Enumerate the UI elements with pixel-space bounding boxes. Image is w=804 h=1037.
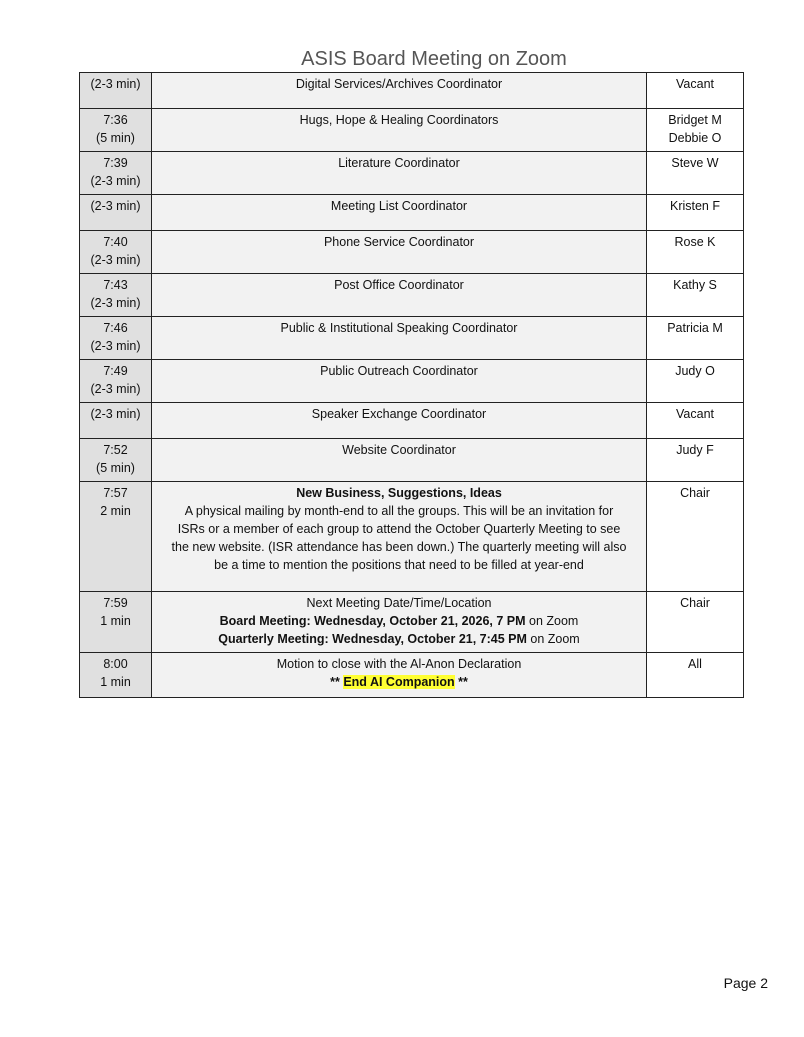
item-cell — [152, 274, 647, 317]
time-cell — [80, 152, 152, 195]
next-meeting-cell — [152, 592, 647, 653]
table-row — [80, 274, 744, 317]
agenda-table — [79, 72, 744, 698]
item-label: Public Outreach Coordinator — [320, 364, 478, 378]
time-value: 7:49 — [103, 364, 128, 378]
who-name: Bridget M — [668, 113, 722, 127]
item-label: Post Office Coordinator — [334, 278, 464, 292]
time-value: 7:36 — [103, 113, 128, 127]
table-row-new-business — [80, 482, 744, 592]
who-name: Chair — [680, 486, 710, 500]
item-label: Digital Services/Archives Coordinator — [295, 77, 503, 91]
duration-value: (5 min) — [96, 131, 135, 145]
time-value: 7:40 — [103, 235, 128, 249]
marker-left: ** — [330, 675, 344, 689]
who-cell — [647, 109, 744, 152]
who-cell — [647, 317, 744, 360]
table-row — [80, 152, 744, 195]
time-cell — [80, 317, 152, 360]
who-cell — [647, 231, 744, 274]
time-value: 8:00 — [103, 657, 128, 671]
duration-value: (2-3 min) — [90, 174, 141, 188]
time-cell — [80, 439, 152, 482]
table-row — [80, 231, 744, 274]
item-label: Meeting List Coordinator — [330, 199, 468, 213]
new-business-line: the new website. (ISR attendance has been down.) The quarterly meeting will also — [171, 540, 627, 554]
duration-value: (2-3 min) — [90, 253, 141, 267]
board-meeting-datetime: Board Meeting: Wednesday, October 21, 2026, 7 PM — [219, 614, 526, 628]
time-cell — [80, 195, 152, 231]
who-cell — [647, 73, 744, 109]
time-value: 7:59 — [103, 596, 128, 610]
who-name: Rose K — [674, 235, 716, 249]
board-meeting-location: on Zoom — [525, 614, 579, 628]
who-cell — [647, 152, 744, 195]
quarterly-meeting-datetime: Quarterly Meeting: Wednesday, October 21, 7:45 PM — [218, 632, 527, 646]
who-name: Debbie O — [668, 131, 722, 145]
item-label: Hugs, Hope & Healing Coordinators — [299, 113, 499, 127]
marker-right: ** — [454, 675, 468, 689]
who-name: Kathy S — [673, 278, 717, 292]
time-value: 7:57 — [103, 486, 128, 500]
time-cell — [80, 109, 152, 152]
time-cell — [80, 231, 152, 274]
duration-value: 1 min — [100, 614, 131, 628]
table-row — [80, 360, 744, 403]
table-row-close — [80, 653, 744, 698]
highlighted-text: End AI Companion — [343, 675, 455, 689]
who-cell — [647, 195, 744, 231]
table-row — [80, 439, 744, 482]
item-cell — [152, 152, 647, 195]
who-name: Chair — [680, 596, 710, 610]
duration-value: (5 min) — [96, 461, 135, 475]
new-business-line: ISRs or a member of each group to attend the October Quarterly Meeting to see — [177, 522, 621, 536]
new-business-heading: New Business, Suggestions, Ideas — [296, 486, 502, 500]
item-cell — [152, 403, 647, 439]
next-meeting-heading: Next Meeting Date/Time/Location — [306, 596, 492, 610]
duration-value: 2 min — [100, 504, 131, 518]
time-cell — [80, 482, 152, 592]
duration-value: (2-3 min) — [90, 382, 141, 396]
duration-value: (2-3 min) — [90, 339, 141, 353]
who-cell — [647, 592, 744, 653]
table-row — [80, 195, 744, 231]
table-row — [80, 73, 744, 109]
item-label: Public & Institutional Speaking Coordinator — [280, 321, 518, 335]
new-business-cell — [152, 482, 647, 592]
page-number: Page 2 — [723, 975, 768, 991]
time-value: 7:52 — [103, 443, 128, 457]
time-cell — [80, 73, 152, 109]
time-cell — [80, 360, 152, 403]
time-value: 7:43 — [103, 278, 128, 292]
page-title: ASIS Board Meeting on Zoom — [301, 48, 567, 70]
close-text: Motion to close with the Al-Anon Declaration — [276, 657, 522, 671]
time-value: 7:46 — [103, 321, 128, 335]
new-business-line: A physical mailing by month-end to all the groups. This will be an invitation for — [184, 504, 614, 518]
who-cell — [647, 403, 744, 439]
table-row — [80, 109, 744, 152]
item-label: Literature Coordinator — [338, 156, 460, 170]
who-name: Judy F — [676, 443, 714, 457]
who-name: Kristen F — [669, 199, 720, 213]
who-name: Vacant — [676, 77, 714, 91]
agenda-body — [80, 73, 744, 698]
item-cell — [152, 317, 647, 360]
quarterly-meeting-line — [156, 630, 642, 648]
who-cell — [647, 274, 744, 317]
item-label: Website Coordinator — [342, 443, 456, 457]
close-cell — [152, 653, 647, 698]
companion-line — [156, 673, 642, 691]
time-cell — [80, 274, 152, 317]
table-row-next-meeting — [80, 592, 744, 653]
duration-value: 1 min — [100, 675, 131, 689]
duration-value: (2-3 min) — [90, 407, 141, 421]
item-cell — [152, 231, 647, 274]
board-meeting-line — [156, 612, 642, 630]
table-row — [80, 403, 744, 439]
who-name: Vacant — [676, 407, 714, 421]
time-cell — [80, 653, 152, 698]
who-name: Steve W — [671, 156, 719, 170]
item-cell — [152, 109, 647, 152]
who-name: Judy O — [675, 364, 715, 378]
item-label: Speaker Exchange Coordinator — [311, 407, 487, 421]
quarterly-meeting-location: on Zoom — [526, 632, 580, 646]
who-cell — [647, 653, 744, 698]
item-cell — [152, 439, 647, 482]
duration-value: (2-3 min) — [90, 199, 141, 213]
new-business-line: be a time to mention the positions that need to be filled at year-end — [214, 558, 584, 572]
who-name: All — [688, 657, 702, 671]
time-cell — [80, 403, 152, 439]
time-value: 7:39 — [103, 156, 128, 170]
duration-value: (2-3 min) — [90, 296, 141, 310]
time-cell — [80, 592, 152, 653]
item-label: Phone Service Coordinator — [323, 235, 475, 249]
who-name: Patricia M — [667, 321, 723, 335]
who-cell — [647, 360, 744, 403]
who-cell — [647, 482, 744, 592]
item-cell — [152, 73, 647, 109]
table-row — [80, 317, 744, 360]
duration-value: (2-3 min) — [90, 77, 141, 91]
item-cell — [152, 360, 647, 403]
item-cell — [152, 195, 647, 231]
who-cell — [647, 439, 744, 482]
